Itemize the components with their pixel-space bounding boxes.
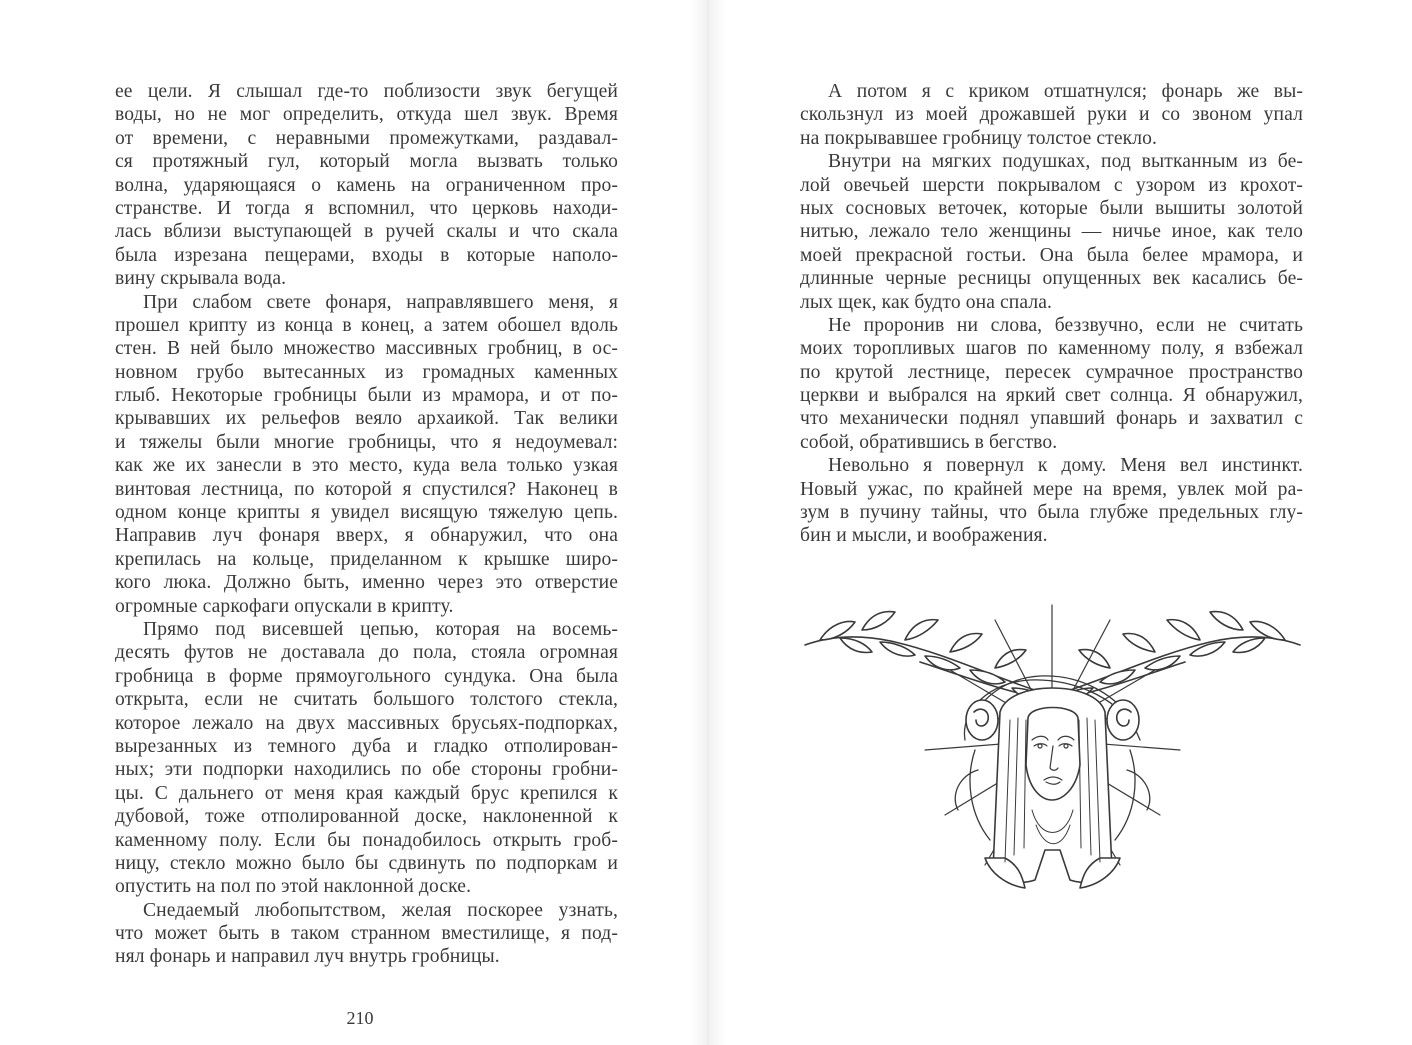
text-line: воды, но не мог определить, откуда шел звук. Время [115, 104, 618, 126]
text-line: лась вблизи выступающей в ручей скалы и что скала [115, 221, 618, 243]
text-line: крепилась на кольце, приделанном к крышке широ- [115, 548, 618, 570]
text-line: нял фонарь и направил луч внутрь гробницы. [115, 946, 500, 968]
text-line: десять футов не доставала до пола, стояла огромная [115, 642, 618, 664]
text-line: моих торопливых шагов по каменному полу, я взбежал [800, 338, 1303, 360]
text-line: каменному полу. Если бы понадобилось открыть гроб- [115, 829, 618, 851]
page-number: 210 [346, 1008, 374, 1028]
text-line: как же их занесли в это место, куда вела только узкая [115, 455, 618, 477]
text-line: вину скрывала вода. [115, 268, 287, 290]
text-line: от времени, с неравными промежутками, раздавал- [115, 127, 618, 149]
text-line: вырезанных из темного дуба и гладко отполирован- [115, 735, 618, 757]
text-line: Направив луч фонаря вверх, я обнаружил, что она [115, 525, 618, 547]
text-line: Невольно я повернул к дому. Меня вел инстинкт. [828, 455, 1303, 477]
text-line: Прямо под висевшей цепью, которая на восемь- [143, 618, 618, 640]
text-line: церкви и выбрался на яркий свет солнца. Я обнаружил, [800, 385, 1303, 407]
text-line: винтовая лестница, по которой я спустился? Наконец в [115, 478, 618, 500]
text-line: дубовой, тоже отполированной доске, наклоненной к [115, 806, 618, 828]
text-line: цы. С дальнего от меня края каждый брус крепился к [115, 782, 618, 804]
left-page-text [115, 80, 618, 969]
text-line: гробница в форме прямоугольного сундука. Она была [115, 665, 618, 687]
text-line: прошел крипту из конца в конец, а затем обошел вдоль [115, 314, 618, 336]
text-line: бин и мысли, и воображения. [800, 525, 1048, 547]
text-line: огромные саркофаги опускали в крипту. [115, 595, 454, 617]
text-line: скользнул из моей дрожавшей руки и со звоном упал [800, 104, 1303, 126]
text-line: ся протяжный гул, который могла вызвать только [115, 151, 618, 173]
text-line: глыб. Некоторые гробницы были из мрамора, и от по- [115, 385, 618, 407]
text-line: по крутой лестнице, пересек сумрачное пространство [800, 361, 1303, 383]
text-line: нитью, лежало тело женщины — ничье иное, как тело [800, 221, 1303, 243]
text-line: Внутри на мягких подушках, под вытканным из бе- [828, 151, 1303, 173]
text-line: ницу, стекло можно было бы сдвинуть по подпоркам и [115, 852, 618, 874]
text-line: ных сосновых веточек, которые были вышиты золотой [800, 197, 1303, 219]
text-line: моей прекрасной гостьи. Она была белее мрамора, и [800, 244, 1303, 266]
text-line: что может быть в таком странном вместилище, я под- [115, 923, 618, 945]
text-line: была изрезана пещерами, входы в которые наполо- [115, 244, 618, 266]
text-line: Снедаемый любопытством, желая поскорее узнать, [143, 899, 618, 921]
text-line: кого люка. Должно быть, именно через это отверстие [115, 572, 618, 594]
vignette-face-wreath-thorns-icon [800, 600, 1305, 900]
text-line: лой овечьей шерсти покрывалом с узором из крохот- [800, 174, 1303, 196]
text-line: на покрывавшее гробницу толстое стекло. [800, 127, 1158, 149]
text-line: собой, обратившись в бегство. [800, 431, 1058, 453]
text-line: что механически поднял упавший фонарь и захватил с [800, 408, 1303, 430]
text-line: А потом я с криком отшатнулся; фонарь же вы- [828, 81, 1303, 102]
text-line: ных; эти подпорки находились по обе стороны гробни- [115, 759, 618, 781]
text-line: При слабом свете фонаря, направлявшего меня, я [143, 291, 618, 313]
text-line: длинные черные ресницы опущенных век касались бе- [800, 268, 1303, 290]
text-line: Не проронив ни слова, беззвучно, если не считать [828, 314, 1303, 336]
right-page-text [800, 80, 1303, 548]
text-line: которое лежало на двух массивных брусьях-подпорках, [115, 712, 618, 734]
text-line: крывавших их рельефов веяло архаикой. Так велики [115, 408, 618, 430]
text-line: новном грубо вытесанных из громадных каменных [115, 361, 618, 383]
text-line: волна, ударяющаяся о камень на ограниченном про- [115, 174, 618, 196]
text-line: ее цели. Я слышал где-то поблизости звук бегущей [115, 81, 618, 102]
text-line: Новый ужас, по крайней мере на время, увлек мой ра- [800, 478, 1303, 500]
text-line: лых щек, как будто она спала. [800, 291, 1053, 313]
text-line: зум в пучину тайны, что была глубже предельных глу- [800, 502, 1303, 524]
text-line: стен. В ней было множество массивных гробниц, в ос- [115, 338, 618, 360]
text-line: опустить на пол по этой наклонной доске. [115, 876, 472, 898]
text-line: одном конце крипты я увидел висящую тяжелую цепь. [115, 502, 618, 524]
text-line: странстве. И тогда я вспомнил, что церковь находи- [115, 197, 618, 219]
text-line: открыта, если не считать большого толстого стекла, [115, 689, 618, 711]
text-line: и тяжелы были многие гробницы, что я недоумевал: [115, 431, 618, 453]
book-gutter-shadow [690, 0, 726, 1045]
